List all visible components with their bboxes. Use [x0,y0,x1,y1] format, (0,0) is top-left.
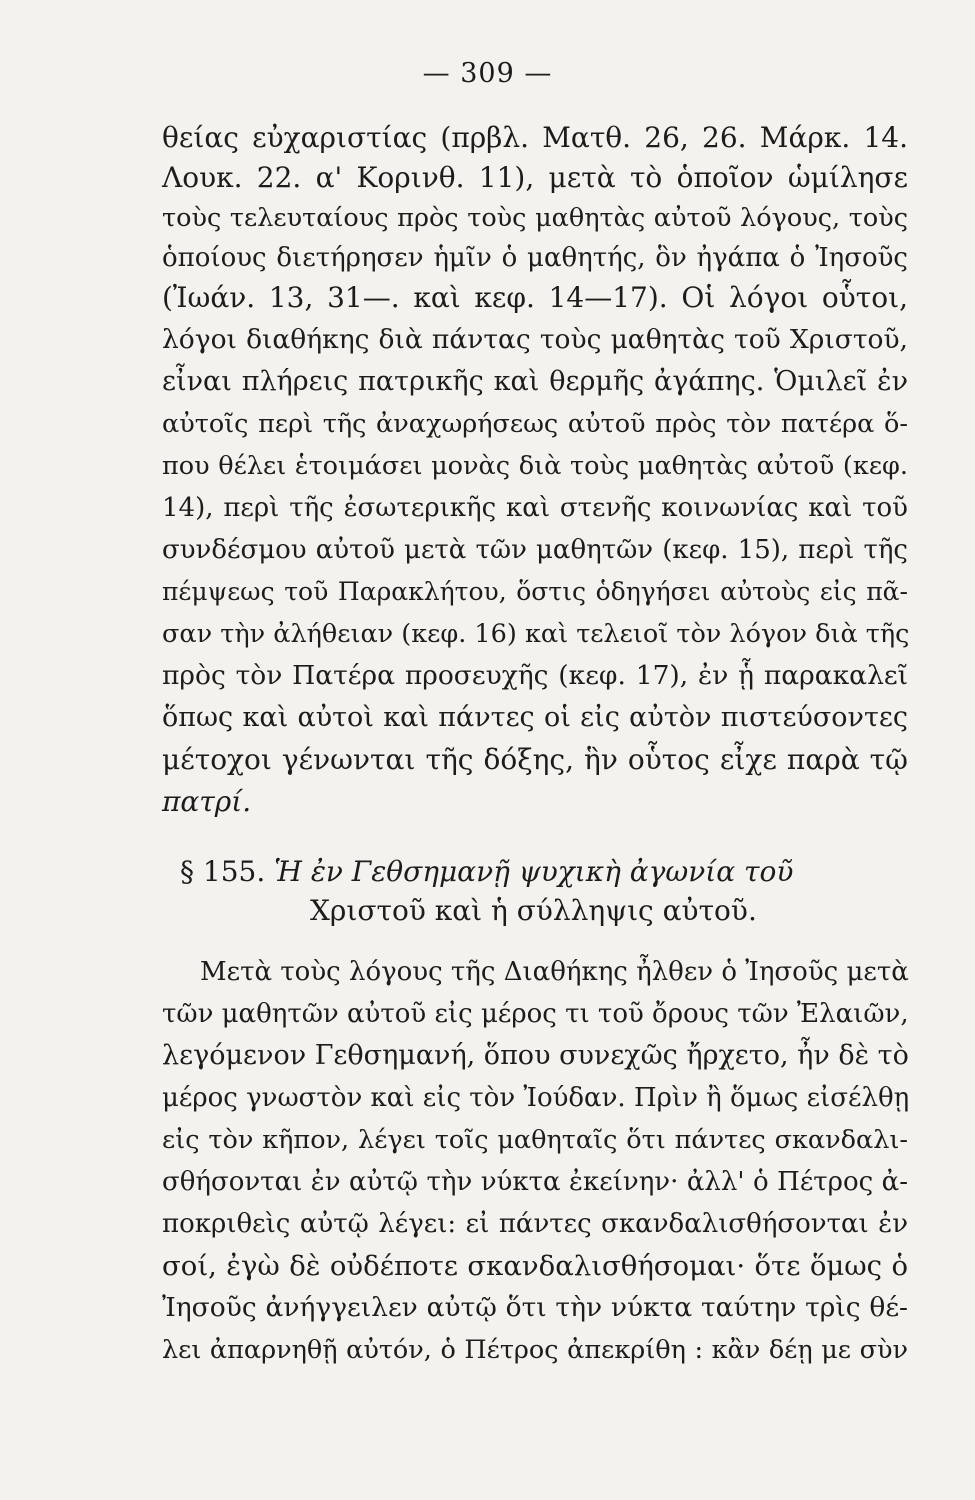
page-number: — 309 — [422,58,553,89]
text-line: θείας εὐχαριστίας (πρβλ. Ματθ. 26, 26. Μάρκ. 14. [162,121,908,154]
text-line: μέρος γνωστὸν καὶ εἰς τὸν Ἰούδαν. Πρὶν ἢ ὅμως εἰσέλθῃ [162,1083,910,1113]
text-line: λει ἀπαρνηθῇ αὐτόν, ὁ Πέτρος ἀπεκρίθη : κἂν δέῃ με σὺν [162,1335,908,1365]
text-line: πέμψεως τοῦ Παρακλήτου, ὅστις ὁδηγήσει αὐτοὺς εἰς πᾶ- [162,577,908,606]
text-line: ὅπως καὶ αὐτοὶ καὶ πάντες οἱ εἰς αὐτὸν πιστεύσοντες [162,702,908,733]
text-line: ποκριθεὶς αὐτῷ λέγει: εἰ πάντες σκανδαλισθήσονται ἐν [162,1209,908,1239]
text-line: που θέλει ἑτοιμάσει μονὰς διὰ τοὺς μαθητὰς αὐτοῦ (κεφ. [162,451,908,481]
text-line: τῶν μαθητῶν αὐτοῦ εἰς μέρος τι τοῦ ὄρους τῶν Ἐλαιῶν, [162,999,909,1029]
text-line: λόγοι διαθήκης διὰ πάντας τοὺς μαθητὰς τοῦ Χριστοῦ, [162,324,908,355]
text-line: εἶναι πλήρεις πατρικῆς καὶ θερμῆς ἀγάπης. Ὁμιλεῖ ἐν [162,366,908,397]
text-line: 14), περὶ τῆς ἐσωτερικῆς καὶ στενῆς κοινωνίας καὶ τοῦ [162,493,908,523]
text-line: Μετὰ τοὺς λόγους τῆς Διαθήκης ἦλθεν ὁ Ἰησοῦς μετὰ [200,957,909,987]
text-line: Λουκ. 22. α' Κορινθ. 11), μετὰ τὸ ὁποῖον ὡμίλησε [162,161,908,194]
text-line: εἰς τὸν κῆπον, λέγει τοῖς μαθηταῖς ὅτι πάντες σκανδαλι- [162,1125,908,1155]
text-line: αὐτοῖς περὶ τῆς ἀναχωρήσεως αὐτοῦ πρὸς τὸν πατέρα ὅ- [162,409,908,439]
section-title: Ἡ ἐν Γεθσημανῇ ψυχικὴ ἀγωνία τοῦ [274,855,794,888]
text-line: σοί, ἐγὼ δὲ οὐδέποτε σκανδαλισθήσομαι· ὅτε ὅμως ὁ [162,1250,908,1282]
text-line: μέτοχοι γένωνται τῆς δόξης, ἣν οὗτος εἶχε παρὰ τῷ [162,743,908,776]
section-number: § 155. [180,855,266,888]
text-line: σθήσονται ἐν αὐτῷ τὴν νύκτα ἐκείνην· ἀλλ' ὁ Πέτρος ἀ- [162,1167,908,1197]
section-title-continued: Χριστοῦ καὶ ἡ σύλληψις αὐτοῦ. [310,894,757,927]
text-line: Ἰησοῦς ἀνήγγειλεν αὐτῷ ὅτι τὴν νύκτα ταύτην τρὶς θέ- [162,1292,908,1323]
section-heading [180,852,793,892]
text-line: (Ἰωάν. 13, 31—. καὶ κεφ. 14—17). Οἱ λόγοι οὗτοι, [162,281,908,314]
text-line: σαν τὴν ἀλήθειαν (κεφ. 16) καὶ τελειοῖ τὸν λόγον διὰ τῆς [162,619,910,649]
text-line: συνδέσμου αὐτοῦ μετὰ τῶν μαθητῶν (κεφ. 15), περὶ τῆς [162,535,908,565]
text-line: λεγόμενον Γεθσημανή, ὅπου συνεχῶς ἤρχετο, ἦν δὲ τὸ [162,1040,909,1071]
text-line: ὁποίους διετήρησεν ἡμῖν ὁ μαθητής, ὃν ἠγάπα ὁ Ἰησοῦς [162,243,908,273]
text-line: τοὺς τελευταίους πρὸς τοὺς μαθητὰς αὐτοῦ λόγους, τοὺς [162,203,908,233]
text-line: πρὸς τὸν Πατέρα προσευχῆς (κεφ. 17), ἐν ᾗ παρακαλεῖ [162,660,908,691]
text-line: πατρί. [162,785,252,818]
